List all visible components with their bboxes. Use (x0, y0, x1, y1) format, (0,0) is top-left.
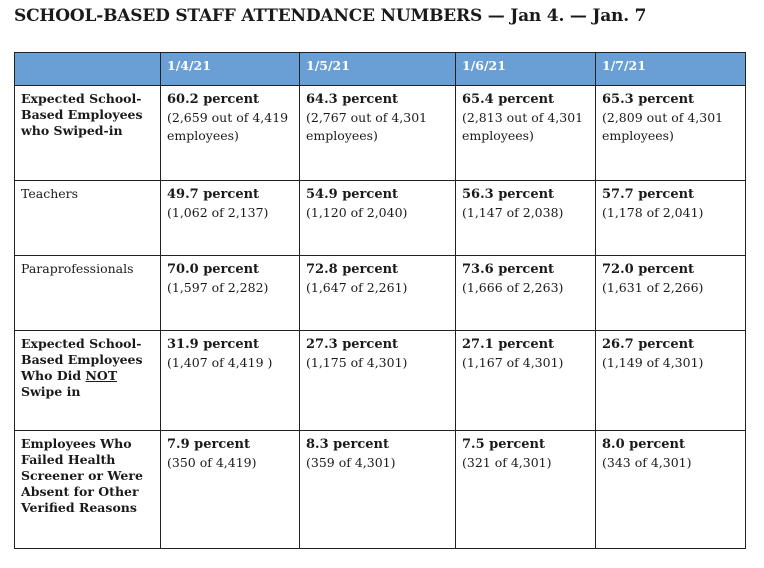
count-value: (343 of 4,301) (602, 455, 692, 470)
data-cell (300, 86, 456, 181)
table-row (15, 256, 746, 331)
count-value: (350 of 4,419) (167, 455, 257, 470)
percent-value: 8.0 percent (602, 437, 685, 452)
percent-value: 26.7 percent (602, 337, 695, 352)
row-label: Employees Who Failed Health Screener or Were Absent for Other Verified Reasons (15, 431, 161, 549)
percent-value: 56.3 percent (462, 187, 555, 202)
count-value: (2,767 out of 4,301 employees) (306, 110, 428, 143)
row-label: Teachers (15, 181, 161, 256)
count-value: (1,175 of 4,301) (306, 355, 408, 370)
percent-value: 27.1 percent (462, 337, 555, 352)
table-row (15, 181, 746, 256)
percent-value: 72.8 percent (306, 262, 399, 277)
attendance-table (14, 52, 746, 549)
data-cell (596, 86, 746, 181)
percent-value: 8.3 percent (306, 437, 389, 452)
count-value: (2,813 out of 4,301 employees) (462, 110, 584, 143)
data-cell (456, 431, 596, 549)
data-cell (300, 256, 456, 331)
count-value: (1,647 of 2,261) (306, 280, 408, 295)
header-row (15, 53, 746, 86)
data-cell (161, 331, 300, 431)
count-value: (1,178 of 2,041) (602, 205, 704, 220)
count-value: (1,120 of 2,040) (306, 205, 408, 220)
data-cell (300, 181, 456, 256)
percent-value: 65.3 percent (602, 92, 695, 107)
table-row (15, 431, 746, 549)
row-label: Expected School-Based Employees who Swiped-in (15, 86, 161, 181)
count-value: (1,597 of 2,282) (167, 280, 269, 295)
count-value: (321 of 4,301) (462, 455, 552, 470)
percent-value: 54.9 percent (306, 187, 399, 202)
count-value: (2,659 out of 4,419 employees) (167, 110, 289, 143)
header-cell-date: 1/4/21 (161, 53, 300, 86)
count-value: (1,407 of 4,419 ) (167, 355, 273, 370)
percent-value: 27.3 percent (306, 337, 399, 352)
percent-value: 7.5 percent (462, 437, 545, 452)
count-value: (1,631 of 2,266) (602, 280, 704, 295)
percent-value: 31.9 percent (167, 337, 260, 352)
data-cell (300, 431, 456, 549)
percent-value: 72.0 percent (602, 262, 695, 277)
percent-value: 65.4 percent (462, 92, 555, 107)
row-label-part: Expected School-Based Employees Who Did (21, 336, 143, 383)
row-label-emphasis: NOT (85, 368, 118, 383)
data-cell (161, 431, 300, 549)
count-value: (1,147 of 2,038) (462, 205, 564, 220)
data-cell (596, 331, 746, 431)
data-cell (456, 256, 596, 331)
count-value: (1,062 of 2,137) (167, 205, 269, 220)
table-row (15, 331, 746, 431)
data-cell (161, 256, 300, 331)
header-cell-date: 1/5/21 (300, 53, 456, 86)
data-cell (596, 181, 746, 256)
header-cell-date: 1/7/21 (596, 53, 746, 86)
data-cell (161, 86, 300, 181)
row-label (15, 331, 161, 431)
data-cell (596, 431, 746, 549)
percent-value: 64.3 percent (306, 92, 399, 107)
page-title: SCHOOL-BASED STAFF ATTENDANCE NUMBERS — Jan 4. — Jan. 7 (14, 6, 647, 26)
count-value: (1,149 of 4,301) (602, 355, 704, 370)
header-cell-date: 1/6/21 (456, 53, 596, 86)
data-cell (161, 181, 300, 256)
percent-value: 7.9 percent (167, 437, 250, 452)
data-cell (300, 331, 456, 431)
data-cell (456, 86, 596, 181)
count-value: (1,666 of 2,263) (462, 280, 564, 295)
count-value: (2,809 out of 4,301 employees) (602, 110, 724, 143)
percent-value: 73.6 percent (462, 262, 555, 277)
table-row (15, 86, 746, 181)
count-value: (1,167 of 4,301) (462, 355, 564, 370)
data-cell (456, 331, 596, 431)
row-label: Paraprofessionals (15, 256, 161, 331)
percent-value: 57.7 percent (602, 187, 695, 202)
count-value: (359 of 4,301) (306, 455, 396, 470)
row-label-part: Swipe in (21, 384, 81, 399)
percent-value: 49.7 percent (167, 187, 260, 202)
data-cell (456, 181, 596, 256)
header-cell-blank (15, 53, 161, 86)
data-cell (596, 256, 746, 331)
percent-value: 60.2 percent (167, 92, 260, 107)
percent-value: 70.0 percent (167, 262, 260, 277)
